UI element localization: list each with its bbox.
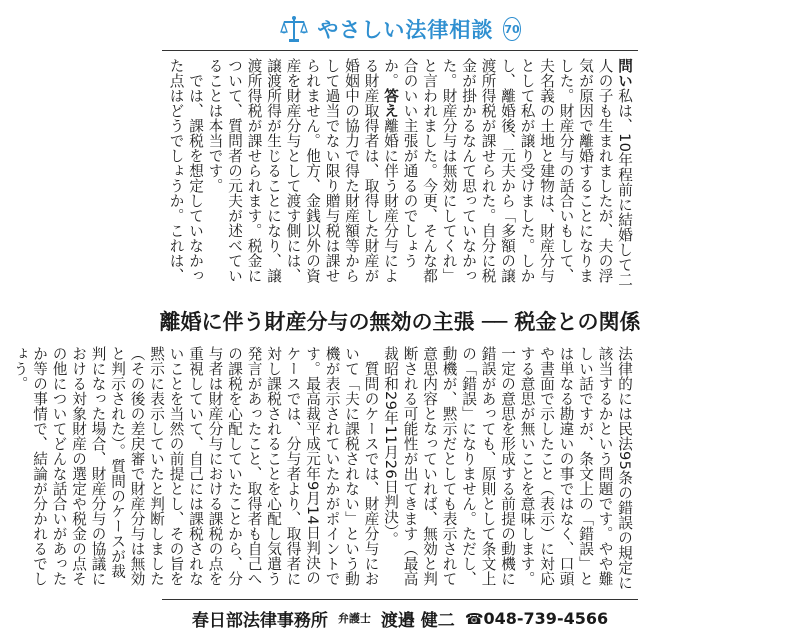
phone-text: 048-739-4566 [483, 608, 609, 628]
issue-number: 70 [503, 17, 520, 41]
scales-of-justice-icon [279, 14, 309, 44]
phone-icon: ☎ [464, 609, 484, 628]
question-answer-block-top [166, 58, 634, 296]
lawyer-title: 弁護士 [337, 612, 371, 625]
answer-text: 離婚に伴う財産分与による財産取得者は、取得した財産が婚姻中の協力で得た財産額等からして過当でない限り贈与税は課せられません。他方、金銭以外の資産を財産分与として渡す側には、譲渡所得が生じることになり、譲渡所得税が課せられます。税金について、質問者の元夫が述べていることは本当です。 では、課税を想定していなかった点はどうでしょうか。これは、 [167, 58, 399, 283]
article-headline: 離婚に伴う財産分与の無効の主張 ── 税金との関係 [159, 310, 641, 334]
law-firm-name: 春日部法律事務所 [191, 610, 328, 631]
bottom-divider [162, 599, 638, 600]
lawyer-name: 渡邉 健二 [380, 610, 455, 631]
author-credit [162, 604, 638, 632]
top-divider [162, 50, 638, 51]
column-title: やさしい法律相談 [317, 18, 494, 42]
answer-label: 答え [382, 88, 399, 118]
question-label: 問い [616, 58, 633, 88]
question-text: 私は、10年程前に結婚して二人の子も生まれましたが、夫の浮気が原因で離婚することになりました。財産分与の話合いもして、夫名義の土地と建物は、財産分与として私が譲り受けました。しかし、離婚後、元夫から「多額の譲渡所得税が課せられた。自分に税金が掛かるなんて思っていなかった。財産分与は無効にしてくれ」と言われました。今更、そんな都合のいい主張が通るのでしょうか。 [382, 58, 633, 288]
phone-number [465, 609, 608, 628]
column-banner [282, 12, 518, 46]
answer-block-bottom: 法律的には民法95条の錯誤の規定に該当するかという問題です。やや難しい話ですが、条文上の「錯誤」とは単なる勘違いの事ではなく、口頭や書面で示したこと（表示）に対応する意思が無いことを意味します。一定の意思を形成する前提の動機に錯誤があっても、原則として条文上の「錯誤」になりません。ただし、動機が、黙示だとしても表示されて意思内容となっていれば、無効と判断される可能性が出てきます（最高裁昭和29年11月26日判決）。 質問のケースでは、財産分与において「夫に課税されない」という動機が表示されていたかがポイントです。最高裁平成元年9月14日判決のケースでは、分与者より、取得者に対し課税されることを心配し気遣う発言があったこと、取得者も自己への課税を心配していたことから、分与者は財産分与における課税の点を重視していて、自己には課税されないことを当然の前提とし、その旨を黙示に表示していたと判断しました（その後の差戻審で財産分与は無効と判示された）。質問のケースが裁判になった場合、財産分与の協議における対象財産の選定や税金の点その他についてどんな話合いがあったか等の事情で、結論が分かれるでしょう。 [11, 346, 633, 591]
